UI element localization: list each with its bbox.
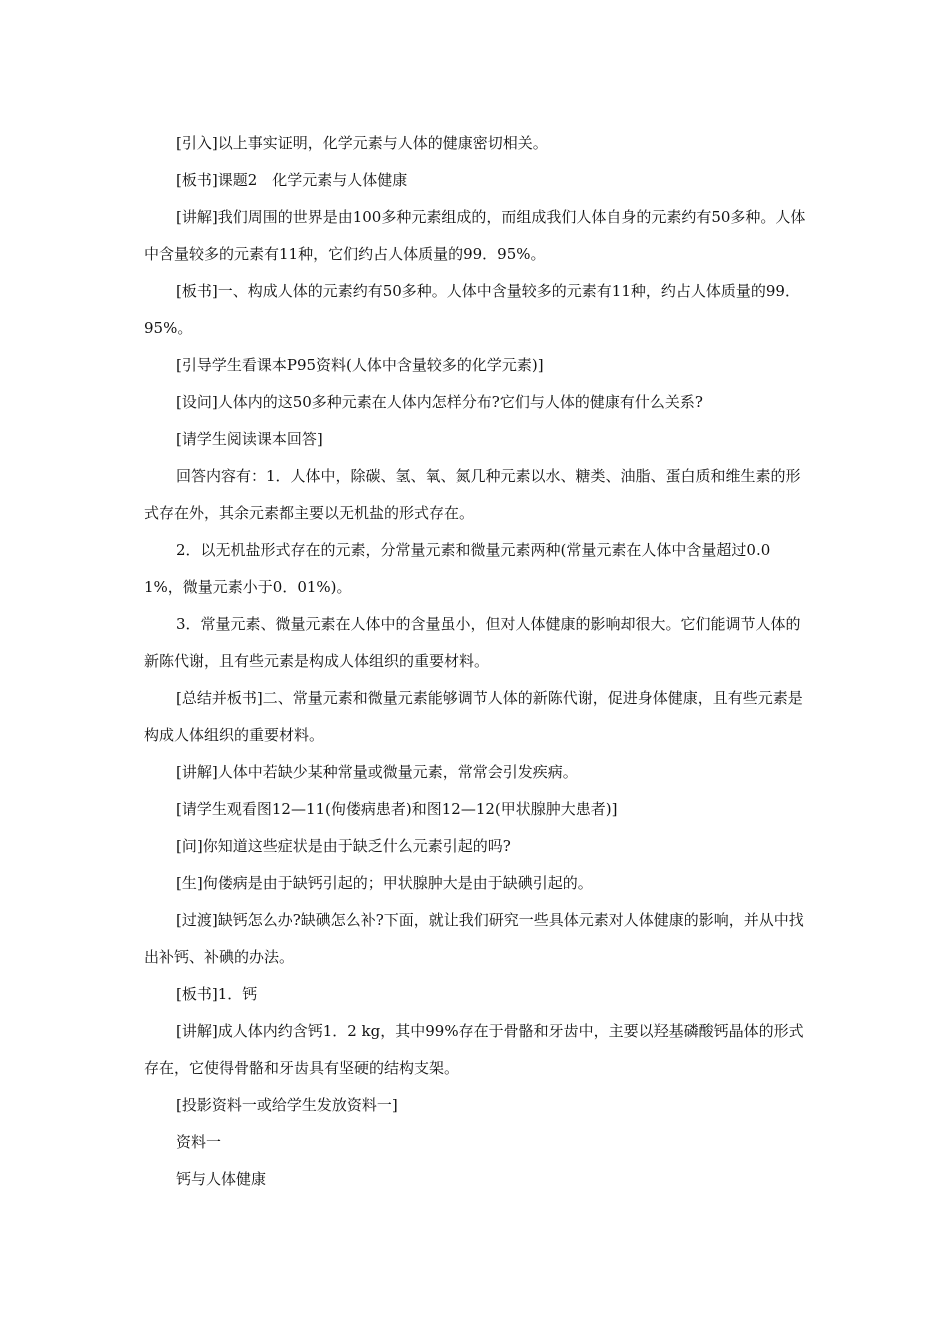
- paragraph-summary-board: [总结并板书]二、常量元素和微量元素能够调节人体的新陈代谢，促进身体健康，且有些元素是构成人体组织的重要材料。: [144, 689, 803, 744]
- paragraph-projection-material: [投影资料一或给学生发放资料一]: [176, 1096, 398, 1114]
- paragraph-explain-disease: [讲解]人体中若缺少某种常量或微量元素，常常会引发疾病。: [176, 763, 578, 781]
- paragraph-student-answer: [请学生阅读课本回答]: [176, 430, 323, 448]
- paragraph-material-title: 钙与人体健康: [176, 1170, 267, 1188]
- paragraph-answer-two: 2．以无机盐形式存在的元素，分常量元素和微量元素两种(常量元素在人体中含量超过0.01%，微量元素小于0．01%)。: [144, 541, 771, 596]
- paragraph-board-calcium: [板书]1．钙: [176, 985, 258, 1003]
- paragraph-explain-calcium: [讲解]成人体内约含钙1．2 kg，其中99%存在于骨骼和牙齿中，主要以羟基磷酸钙晶体的形式存在，它使得骨骼和牙齿具有坚硬的结构支架。: [144, 1022, 804, 1077]
- paragraph-guide-reading: [引导学生看课本P95资料(人体中含量较多的化学元素)]: [176, 356, 544, 374]
- paragraph-intro: [引入]以上事实证明，化学元素与人体的健康密切相关。: [176, 134, 548, 152]
- document-body: [144, 125, 808, 1198]
- paragraph-view-figures: [请学生观看图12—11(佝偻病患者)和图12—12(甲状腺肿大患者)]: [176, 800, 618, 818]
- paragraph-question-cause: [问]你知道这些症状是由于缺乏什么元素引起的吗?: [176, 837, 511, 855]
- paragraph-board-one: [板书]一、构成人体的元素约有50多种。人体中含量较多的元素有11种，约占人体质量的99．95%。: [144, 282, 800, 337]
- paragraph-question-distribution: [设问]人体内的这50多种元素在人体内怎样分布?它们与人体的健康有什么关系?: [176, 393, 703, 411]
- paragraph-answer-one: 回答内容有：1．人体中，除碳、氢、氧、氮几种元素以水、糖类、油脂、蛋白质和维生素的形式存在外，其余元素都主要以无机盐的形式存在。: [144, 467, 801, 522]
- paragraph-explain-elements: [讲解]我们周围的世界是由100多种元素组成的，而组成我们人体自身的元素约有50多种。人体中含量较多的元素有11种，它们约占人体质量的99．95%。: [144, 208, 806, 263]
- paragraph-student-reply: [生]佝偻病是由于缺钙引起的；甲状腺肿大是由于缺碘引起的。: [176, 874, 593, 892]
- paragraph-answer-three: 3．常量元素、微量元素在人体中的含量虽小，但对人体健康的影响却很大。它们能调节人体的新陈代谢，且有些元素是构成人体组织的重要材料。: [144, 615, 801, 670]
- paragraph-transition: [过渡]缺钙怎么办?缺碘怎么补?下面，就让我们研究一些具体元素对人体健康的影响，并从中找出补钙、补碘的办法。: [144, 911, 804, 966]
- paragraph-material-label: 资料一: [176, 1133, 222, 1151]
- paragraph-board-title: [板书]课题2 化学元素与人体健康: [176, 171, 408, 189]
